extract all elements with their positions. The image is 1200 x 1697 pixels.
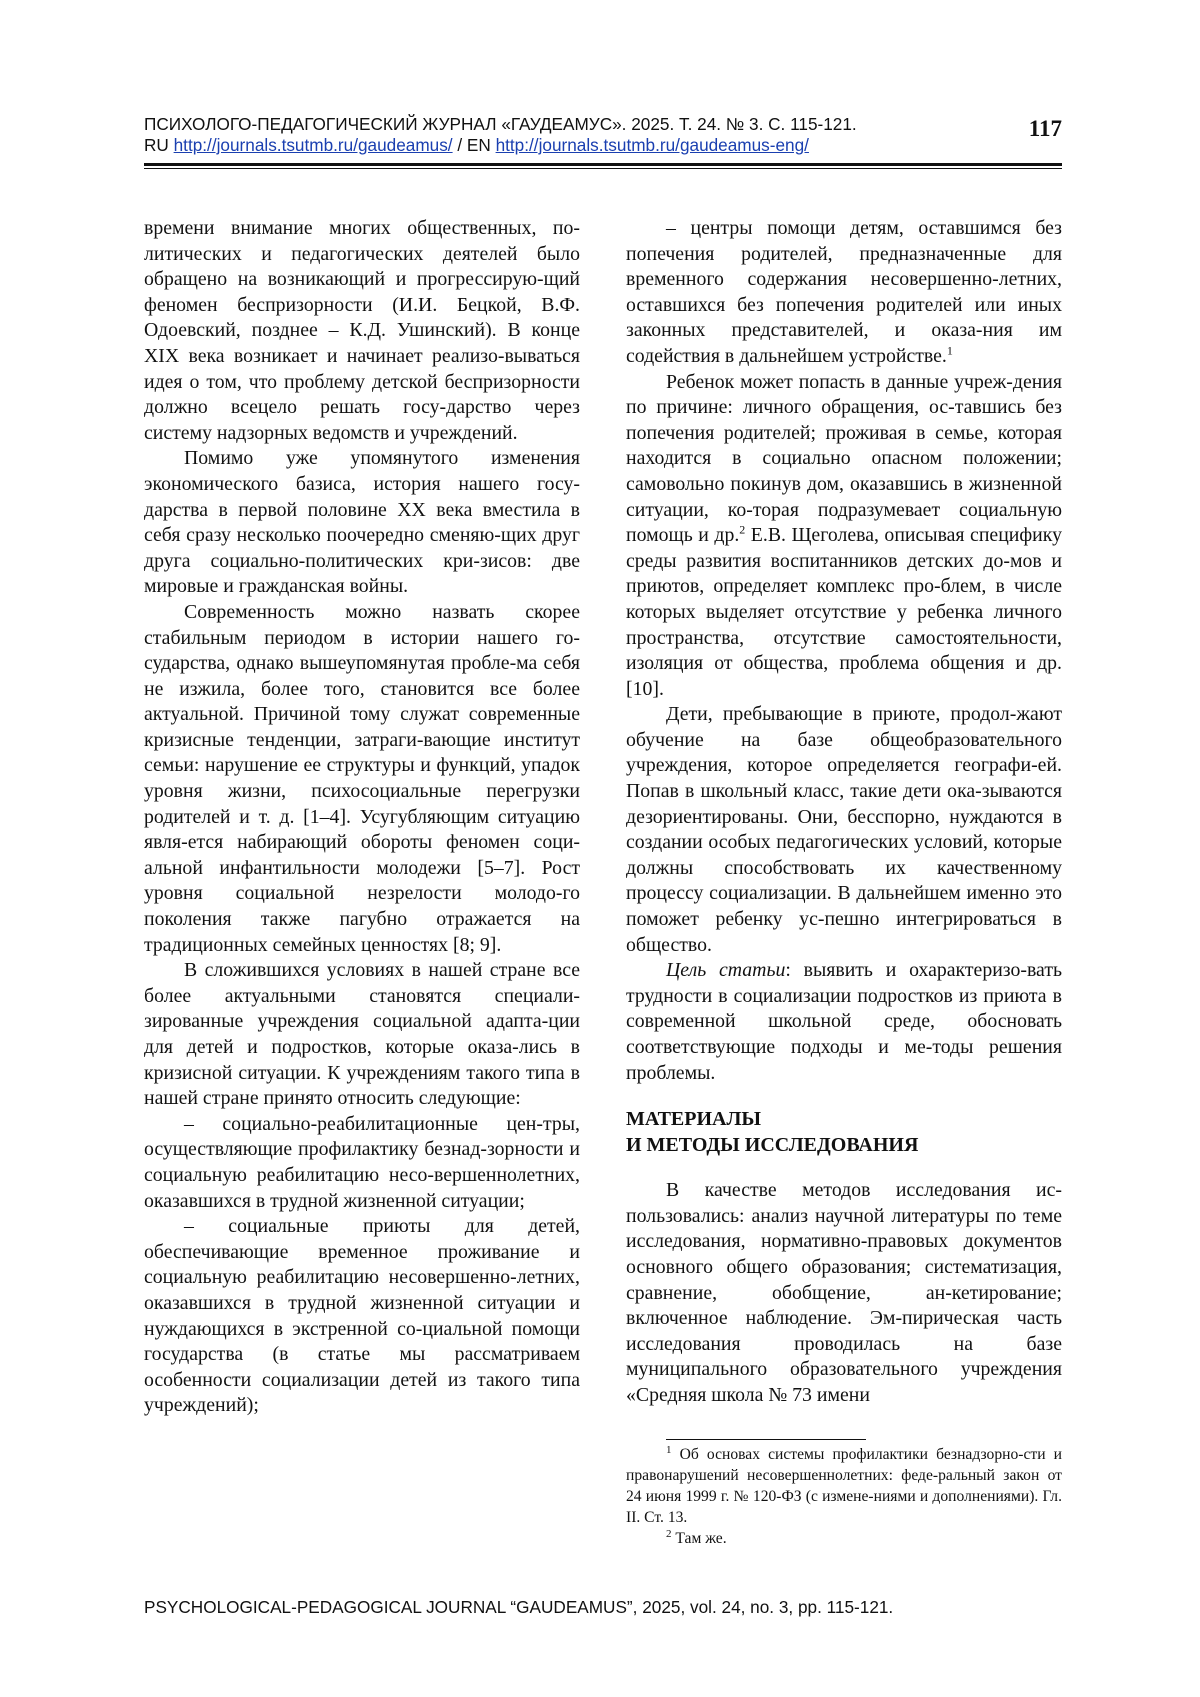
en-separator: / EN xyxy=(452,135,496,155)
right-list-item-1-text: – центры помощи детям, оставшимся без попечения родителей, предназначенные для временного содержания несовершенно-летних, оставшихся без попечения родителей или иных законных представителей, и оказа-ния им содействия в дальнейшем устройстве. xyxy=(626,217,1062,367)
footnote-ref-1: 1 xyxy=(946,343,953,358)
section-heading xyxy=(626,1106,1062,1158)
section-heading-line-2: И МЕТОДЫ ИССЛЕДОВАНИЯ xyxy=(626,1134,919,1157)
left-paragraph-4: В сложившихся условиях в нашей стране все более актуальными становятся специали-зированные учреждения социальной адапта-ции для детей и подростков, которые оказа-лись в кризисной ситуации. К учреждениям такого типа в нашей стране принято относить следующие: xyxy=(144,959,580,1110)
section-heading-line-1: МАТЕРИАЛЫ xyxy=(626,1108,761,1131)
footnotes xyxy=(626,1444,1062,1549)
right-paragraph-1a: Ребенок может попасть в данные учреж-дения по причине: личного обращения, ос-тавшись без попечения родителей; проживая в семье, которая находится в социально опасном положении; самовольно покинув дом, оказавшись в жизненной ситуации, ко-торая подразумевает социальную помощь и др. xyxy=(626,370,1062,547)
left-paragraph-3: Современность можно назвать скорее стабильным периодом в истории нашего го-сударства, однако вышеупомянутая пробле-ма себя не изжила, более того, становится все более актуальной. Причиной тому служат современные кризисные тенденции, затраги-вающие институт семьи: нарушение ее структуры и функций, упадок уровня жизни, психосоциальные перегрузки родителей и т. д. [1–4]. Усугубляющим ситуацию явля-ется набирающий обороты феномен соци-альной инфантильности молодежи [5–7]. Рост уровня социальной незрелости молодо-го поколения также пагубно отражается на традиционных семейных ценностях [8; 9]. xyxy=(144,600,580,956)
left-list-item-2: – социальные приюты для детей, обеспечивающие временное проживание и социальную реабилитацию несовершенно-летних, оказавшихся в трудной жизненной ситуации и нуждающихся в экстренной со-циальной помощи государства (в статье мы рассматриваем особенности социализации детей из такого типа учреждений); xyxy=(144,1215,580,1417)
left-list-item-1: – социально-реабилитационные цен-тры, осуществляющие профилактику безнад-зорности и социальную реабилитацию несо-вершеннолетних, оказавшихся в трудной жизненной ситуации; xyxy=(144,1112,580,1212)
left-paragraph-2: Помимо уже упомянутого изменения экономического базиса, история нашего госу-дарства в первой половине XX века вместила в себя сразу несколько поочередно сменяю-щих друг друга социально-политических кри-зисов: две мировые и гражданская войны. xyxy=(144,447,580,598)
journal-citation: ПСИХОЛОГО-ПЕДАГОГИЧЕСКИЙ ЖУРНАЛ «ГАУДЕАМУС». 2025. Т. 24. № 3. С. 115-121. xyxy=(144,114,857,134)
right-column xyxy=(626,216,1062,1409)
ru-label: RU xyxy=(144,135,169,155)
footnote-1-mark: 1 xyxy=(666,1443,672,1456)
right-list-item-1 xyxy=(626,216,1062,370)
right-paragraph-1b: Е.В. Щеголева, описывая специфику среды развития воспитанников детских до-мов и приютов, определяет комплекс про-блем, в числе которых выделяет отсутствие у ребенка личного пространства, отсутствие самостоятельности, изоляция от общества, проблема общения и др. [10]. xyxy=(626,524,1062,700)
ru-journal-link[interactable]: http://journals.tsutmb.ru/gaudeamus/ xyxy=(173,135,453,155)
right-paragraph-1 xyxy=(626,370,1062,703)
footnote-ref-2: 2 xyxy=(739,522,746,537)
running-footer: PSYCHOLOGICAL-PEDAGOGICAL JOURNAL “GAUDEAMUS”, 2025, vol. 24, no. 3, pp. 115-121. xyxy=(144,1597,894,1617)
right-paragraph-methods: В качестве методов исследования ис-пользовались: анализ научной литературы по теме исследования, нормативно-правовых документов основного общего образования; систематизация, сравнение, обобщение, ан-кетирование; включенное наблюдение. Эм-пирическая часть исследования проводилась на базе муниципального образовательного учреждения «Средняя школа № 73 имени xyxy=(626,1179,1062,1406)
footnote-2-mark: 2 xyxy=(666,1527,672,1540)
footnote-rule xyxy=(666,1439,866,1440)
header-rule-thick xyxy=(144,163,1062,166)
goal-label: Цель статьи xyxy=(666,959,786,982)
footnote-1-text: Об основах системы профилактики безнадзорно-сти и правонарушений несовершеннолетних: феде-ральный закон от 24 июня 1999 г. № 120-ФЗ (с измене-ниями и дополнениями). Гл. II. Ст. 13. xyxy=(626,1446,1062,1526)
left-column xyxy=(144,216,580,1419)
footnote-1 xyxy=(626,1444,1062,1528)
running-header xyxy=(144,114,1062,156)
left-paragraph-1: времени внимание многих общественных, по-литических и педагогических деятелей было обращено на возникающий и прогрессирую-щий феномен беспризорности (И.И. Бецкой, В.Ф. Одоевский, позднее – К.Д. Ушинский). В конце XIX века возникает и начинает реализо-вываться идея о том, что проблему детской беспризорности должно всецело решать госу-дарство через систему надзорных ведомств и учреждений. xyxy=(144,217,580,444)
goal-text: : выявить и охарактеризо-вать трудности в социализации подростков из приюта в современной школьной среде, обосновать соответствующие подходы и ме-тоды решения проблемы. xyxy=(626,959,1062,1084)
footnote-2 xyxy=(626,1528,1062,1549)
right-paragraph-2: Дети, пребывающие в приюте, продол-жают обучение на базе общеобразовательного учреждения, которое определяется географи-ей. Попав в школьный класс, такие дети ока-зываются дезориентированы. Они, бесспорно, нуждаются в создании особых педагогических условий, которые должны способствовать их качественному процессу социализации. В дальнейшем именно это поможет ребенку ус-пешно интегрироваться в общество. xyxy=(626,703,1062,956)
journal-links xyxy=(144,135,1062,156)
page-number: 117 xyxy=(1028,116,1062,141)
footnote-2-text: Там же. xyxy=(671,1530,727,1547)
header-rule-thin xyxy=(144,168,1062,169)
right-paragraph-goal xyxy=(626,958,1062,1086)
en-journal-link[interactable]: http://journals.tsutmb.ru/gaudeamus-eng/ xyxy=(495,135,809,155)
